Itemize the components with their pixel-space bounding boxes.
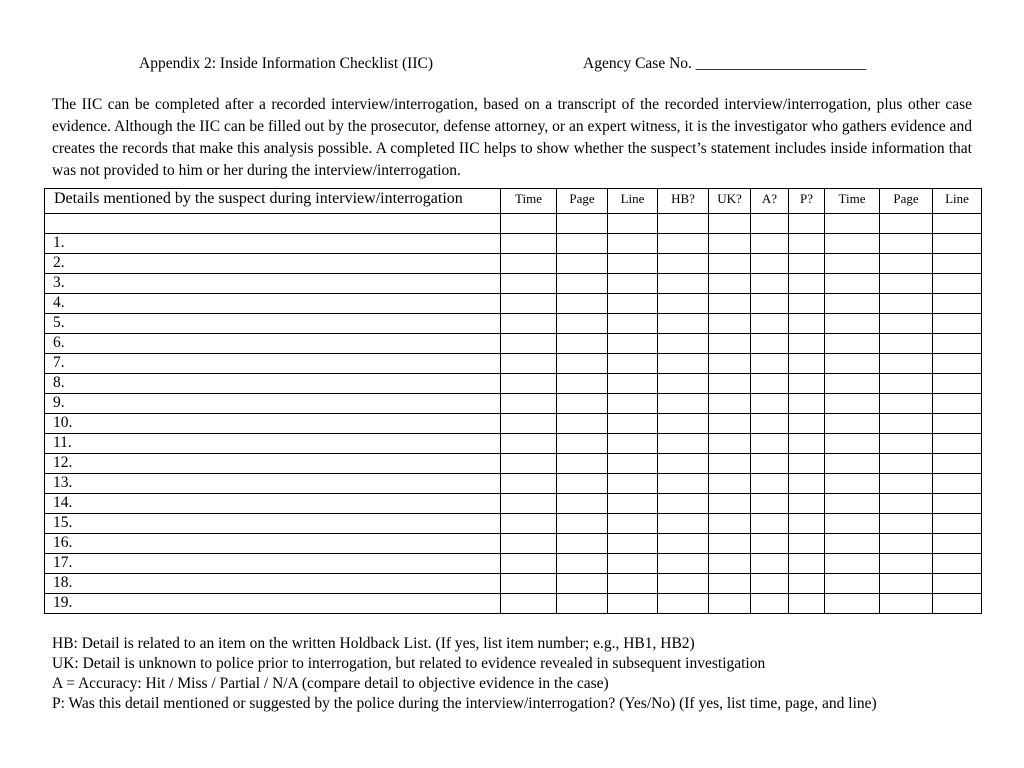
entry-cell[interactable] [933, 474, 982, 494]
detail-cell[interactable]: 10. [45, 414, 501, 434]
entry-cell[interactable] [825, 494, 880, 514]
table-row [45, 534, 982, 554]
entry-cell[interactable] [789, 414, 825, 434]
entry-cell[interactable] [880, 514, 933, 534]
entry-cell[interactable] [557, 314, 608, 334]
detail-cell[interactable]: 18. [45, 574, 501, 594]
entry-cell[interactable] [880, 334, 933, 354]
entry-cell[interactable] [880, 454, 933, 474]
entry-cell[interactable] [709, 374, 751, 394]
entry-cell[interactable] [933, 354, 982, 374]
entry-cell[interactable] [933, 454, 982, 474]
table-row [45, 574, 982, 594]
detail-cell[interactable]: 4. [45, 294, 501, 314]
intro-paragraph: The IIC can be completed after a recorded interview/interrogation, based on a transcript of the recorded interview/interrogation, plus other case evidence. Although the IIC can be filled out by the prosecutor, defense attorney, or an expert witness, it is the investigator who gathers evidence and creates the records that make this analysis possible. A completed IIC helps to show whether the suspect’s statement includes inside information that was not provided to him or her during the interview/interrogation. [52, 96, 972, 179]
column-header: Details mentioned by the suspect during interview/interrogation [45, 189, 501, 214]
detail-cell[interactable]: 5. [45, 314, 501, 334]
detail-cell[interactable]: 12. [45, 454, 501, 474]
entry-cell[interactable] [501, 214, 557, 234]
entry-cell[interactable] [608, 494, 658, 514]
entry-cell[interactable] [825, 214, 880, 234]
entry-cell[interactable] [658, 334, 709, 354]
entry-cell[interactable] [789, 214, 825, 234]
entry-cell[interactable] [880, 394, 933, 414]
entry-cell[interactable] [789, 314, 825, 334]
entry-cell[interactable] [608, 514, 658, 534]
entry-cell[interactable] [880, 254, 933, 274]
entry-cell[interactable] [709, 254, 751, 274]
entry-cell[interactable] [557, 274, 608, 294]
table-row [45, 414, 982, 434]
detail-cell[interactable]: 17. [45, 554, 501, 574]
entry-cell[interactable] [825, 314, 880, 334]
entry-cell[interactable] [825, 294, 880, 314]
entry-cell[interactable] [608, 394, 658, 414]
detail-cell[interactable]: 11. [45, 434, 501, 454]
entry-cell[interactable] [608, 234, 658, 254]
entry-cell[interactable] [825, 574, 880, 594]
detail-cell[interactable]: 3. [45, 274, 501, 294]
entry-cell[interactable] [608, 354, 658, 374]
entry-cell[interactable] [825, 514, 880, 534]
detail-cell[interactable]: 2. [45, 254, 501, 274]
entry-cell[interactable] [933, 394, 982, 414]
entry-cell[interactable] [557, 334, 608, 354]
entry-cell[interactable] [608, 574, 658, 594]
entry-cell[interactable] [501, 394, 557, 414]
entry-cell[interactable] [709, 534, 751, 554]
entry-cell[interactable] [880, 274, 933, 294]
column-header: Page [880, 189, 933, 214]
column-header: UK? [709, 189, 751, 214]
column-header: Page [557, 189, 608, 214]
entry-cell[interactable] [789, 574, 825, 594]
entry-cell[interactable] [825, 454, 880, 474]
entry-cell[interactable] [825, 554, 880, 574]
detail-cell[interactable]: 15. [45, 514, 501, 534]
entry-cell[interactable] [608, 274, 658, 294]
entry-cell[interactable] [880, 354, 933, 374]
entry-cell[interactable] [825, 594, 880, 614]
entry-cell[interactable] [933, 274, 982, 294]
entry-cell[interactable] [789, 534, 825, 554]
entry-cell[interactable] [658, 574, 709, 594]
entry-cell[interactable] [501, 234, 557, 254]
table-row [45, 474, 982, 494]
entry-cell[interactable] [933, 414, 982, 434]
entry-cell[interactable] [751, 414, 789, 434]
entry-cell[interactable] [789, 594, 825, 614]
entry-cell[interactable] [658, 314, 709, 334]
entry-cell[interactable] [709, 214, 751, 234]
entry-cell[interactable] [709, 314, 751, 334]
entry-cell[interactable] [557, 354, 608, 374]
entry-cell[interactable] [751, 314, 789, 334]
document-title: Appendix 2: Inside Information Checklist (IIC) [139, 55, 434, 72]
entry-cell[interactable] [751, 514, 789, 534]
entry-cell[interactable] [501, 314, 557, 334]
entry-cell[interactable] [933, 554, 982, 574]
entry-cell[interactable] [709, 294, 751, 314]
entry-cell[interactable] [789, 514, 825, 534]
entry-cell[interactable] [557, 474, 608, 494]
entry-cell[interactable] [933, 494, 982, 514]
entry-cell[interactable] [557, 534, 608, 554]
entry-cell[interactable] [789, 354, 825, 374]
entry-cell[interactable] [709, 334, 751, 354]
table-row [45, 374, 982, 394]
entry-cell[interactable] [709, 414, 751, 434]
entry-cell[interactable] [658, 354, 709, 374]
checklist-table [44, 188, 982, 614]
entry-cell[interactable] [501, 554, 557, 574]
detail-cell[interactable]: 8. [45, 374, 501, 394]
entry-cell[interactable] [751, 374, 789, 394]
entry-cell[interactable] [557, 414, 608, 434]
table-row [45, 234, 982, 254]
entry-cell[interactable] [709, 474, 751, 494]
detail-cell[interactable]: 13. [45, 474, 501, 494]
entry-cell[interactable] [658, 594, 709, 614]
entry-cell[interactable] [608, 474, 658, 494]
table-row [45, 214, 982, 234]
entry-cell[interactable] [501, 334, 557, 354]
entry-cell[interactable] [658, 434, 709, 454]
entry-cell[interactable] [608, 294, 658, 314]
detail-cell[interactable]: 19. [45, 594, 501, 614]
column-header: Time [825, 189, 880, 214]
entry-cell[interactable] [789, 234, 825, 254]
entry-cell[interactable] [557, 374, 608, 394]
entry-cell[interactable] [825, 474, 880, 494]
entry-cell[interactable] [825, 394, 880, 414]
entry-cell[interactable] [608, 374, 658, 394]
table-row [45, 514, 982, 534]
entry-cell[interactable] [789, 274, 825, 294]
entry-cell[interactable] [709, 434, 751, 454]
table-row [45, 494, 982, 514]
entry-cell[interactable] [658, 454, 709, 474]
column-header: Line [608, 189, 658, 214]
entry-cell[interactable] [658, 414, 709, 434]
entry-cell[interactable] [557, 294, 608, 314]
entry-cell[interactable] [751, 454, 789, 474]
column-header: Line [933, 189, 982, 214]
detail-cell[interactable]: 6. [45, 334, 501, 354]
entry-cell[interactable] [933, 574, 982, 594]
column-header: P? [789, 189, 825, 214]
entry-cell[interactable] [751, 434, 789, 454]
detail-cell[interactable]: 9. [45, 394, 501, 414]
entry-cell[interactable] [501, 254, 557, 274]
entry-cell[interactable] [880, 234, 933, 254]
entry-cell[interactable] [709, 354, 751, 374]
table-row [45, 394, 982, 414]
entry-cell[interactable] [933, 294, 982, 314]
entry-cell[interactable] [658, 514, 709, 534]
note-hb: HB: Detail is related to an item on the written Holdback List. (If yes, list item number; e.g., HB1, HB2) [52, 635, 695, 652]
entry-cell[interactable] [751, 474, 789, 494]
entry-cell[interactable] [825, 234, 880, 254]
entry-cell[interactable] [501, 534, 557, 554]
entry-cell[interactable] [658, 534, 709, 554]
entry-cell[interactable] [933, 234, 982, 254]
entry-cell[interactable] [501, 474, 557, 494]
detail-cell[interactable]: 16. [45, 534, 501, 554]
entry-cell[interactable] [658, 214, 709, 234]
entry-cell[interactable] [751, 214, 789, 234]
entry-cell[interactable] [751, 594, 789, 614]
entry-cell[interactable] [880, 594, 933, 614]
note-uk: UK: Detail is unknown to police prior to interrogation, but related to evidence revealed in subsequent investigation [52, 655, 766, 672]
entry-cell[interactable] [789, 494, 825, 514]
agency-case-number: Agency Case No. ______________________ [583, 55, 867, 72]
entry-cell[interactable] [501, 354, 557, 374]
table-row [45, 454, 982, 474]
entry-cell[interactable] [751, 394, 789, 414]
entry-cell[interactable] [658, 394, 709, 414]
entry-cell[interactable] [751, 334, 789, 354]
table-row [45, 334, 982, 354]
entry-cell[interactable] [608, 334, 658, 354]
entry-cell[interactable] [501, 374, 557, 394]
entry-cell[interactable] [501, 454, 557, 474]
entry-cell[interactable] [825, 274, 880, 294]
entry-cell[interactable] [880, 294, 933, 314]
entry-cell[interactable] [501, 434, 557, 454]
entry-cell[interactable] [608, 214, 658, 234]
table-row [45, 294, 982, 314]
entry-cell[interactable] [658, 474, 709, 494]
entry-cell[interactable] [501, 294, 557, 314]
entry-cell[interactable] [825, 414, 880, 434]
entry-cell[interactable] [709, 394, 751, 414]
entry-cell[interactable] [880, 574, 933, 594]
entry-cell[interactable] [501, 494, 557, 514]
entry-cell[interactable] [557, 234, 608, 254]
entry-cell[interactable] [933, 214, 982, 234]
entry-cell[interactable] [880, 414, 933, 434]
entry-cell[interactable] [880, 494, 933, 514]
entry-cell[interactable] [751, 554, 789, 574]
entry-cell[interactable] [751, 234, 789, 254]
entry-cell[interactable] [709, 554, 751, 574]
entry-cell[interactable] [557, 494, 608, 514]
entry-cell[interactable] [880, 314, 933, 334]
entry-cell[interactable] [789, 294, 825, 314]
entry-cell[interactable] [658, 274, 709, 294]
entry-cell[interactable] [933, 434, 982, 454]
entry-cell[interactable] [608, 554, 658, 574]
entry-cell[interactable] [880, 214, 933, 234]
entry-cell[interactable] [709, 574, 751, 594]
entry-cell[interactable] [751, 534, 789, 554]
entry-cell[interactable] [825, 374, 880, 394]
table-row [45, 434, 982, 454]
entry-cell[interactable] [608, 594, 658, 614]
detail-cell[interactable]: 7. [45, 354, 501, 374]
entry-cell[interactable] [557, 454, 608, 474]
entry-cell[interactable] [709, 274, 751, 294]
table-row [45, 594, 982, 614]
table-row [45, 254, 982, 274]
table-row [45, 554, 982, 574]
entry-cell[interactable] [709, 494, 751, 514]
entry-cell[interactable] [933, 594, 982, 614]
entry-cell[interactable] [709, 594, 751, 614]
entry-cell[interactable] [658, 374, 709, 394]
entry-cell[interactable] [709, 454, 751, 474]
entry-cell[interactable] [658, 494, 709, 514]
column-header: A? [751, 189, 789, 214]
table-row [45, 354, 982, 374]
entry-cell[interactable] [709, 234, 751, 254]
detail-cell[interactable] [45, 214, 501, 234]
entry-cell[interactable] [789, 474, 825, 494]
note-police: P: Was this detail mentioned or suggested by the police during the interview/interrogation? (Yes/No) (If yes, list time, page, and line) [52, 695, 877, 712]
entry-cell[interactable] [557, 254, 608, 274]
legend-notes [52, 634, 877, 714]
entry-cell[interactable] [933, 534, 982, 554]
entry-cell[interactable] [933, 254, 982, 274]
entry-cell[interactable] [608, 414, 658, 434]
entry-cell[interactable] [608, 534, 658, 554]
entry-cell[interactable] [658, 294, 709, 314]
entry-cell[interactable] [789, 374, 825, 394]
entry-cell[interactable] [880, 554, 933, 574]
entry-cell[interactable] [557, 574, 608, 594]
entry-cell[interactable] [557, 514, 608, 534]
entry-cell[interactable] [933, 334, 982, 354]
entry-cell[interactable] [608, 314, 658, 334]
entry-cell[interactable] [880, 434, 933, 454]
entry-cell[interactable] [933, 514, 982, 534]
entry-cell[interactable] [501, 414, 557, 434]
note-accuracy: A = Accuracy: Hit / Miss / Partial / N/A (compare detail to objective evidence in the case) [52, 675, 609, 692]
entry-cell[interactable] [789, 334, 825, 354]
entry-cell[interactable] [933, 374, 982, 394]
entry-cell[interactable] [789, 254, 825, 274]
entry-cell[interactable] [880, 474, 933, 494]
entry-cell[interactable] [501, 574, 557, 594]
column-header: HB? [658, 189, 709, 214]
column-header: Time [501, 189, 557, 214]
entry-cell[interactable] [658, 234, 709, 254]
entry-cell[interactable] [789, 434, 825, 454]
entry-cell[interactable] [789, 454, 825, 474]
entry-cell[interactable] [789, 394, 825, 414]
entry-cell[interactable] [751, 494, 789, 514]
entry-cell[interactable] [933, 314, 982, 334]
entry-cell[interactable] [501, 514, 557, 534]
table-row [45, 314, 982, 334]
entry-cell[interactable] [608, 254, 658, 274]
detail-cell[interactable]: 1. [45, 234, 501, 254]
entry-cell[interactable] [557, 434, 608, 454]
entry-cell[interactable] [751, 274, 789, 294]
entry-cell[interactable] [751, 294, 789, 314]
entry-cell[interactable] [501, 274, 557, 294]
entry-cell[interactable] [557, 394, 608, 414]
entry-cell[interactable] [880, 534, 933, 554]
entry-cell[interactable] [608, 434, 658, 454]
entry-cell[interactable] [557, 214, 608, 234]
entry-cell[interactable] [789, 554, 825, 574]
detail-cell[interactable]: 14. [45, 494, 501, 514]
entry-cell[interactable] [557, 594, 608, 614]
entry-cell[interactable] [825, 334, 880, 354]
entry-cell[interactable] [751, 254, 789, 274]
entry-cell[interactable] [751, 354, 789, 374]
entry-cell[interactable] [880, 374, 933, 394]
entry-cell[interactable] [825, 434, 880, 454]
entry-cell[interactable] [658, 554, 709, 574]
entry-cell[interactable] [825, 254, 880, 274]
entry-cell[interactable] [709, 514, 751, 534]
entry-cell[interactable] [825, 534, 880, 554]
table-row [45, 274, 982, 294]
entry-cell[interactable] [658, 254, 709, 274]
entry-cell[interactable] [751, 574, 789, 594]
entry-cell[interactable] [825, 354, 880, 374]
entry-cell[interactable] [608, 454, 658, 474]
entry-cell[interactable] [501, 594, 557, 614]
entry-cell[interactable] [557, 554, 608, 574]
